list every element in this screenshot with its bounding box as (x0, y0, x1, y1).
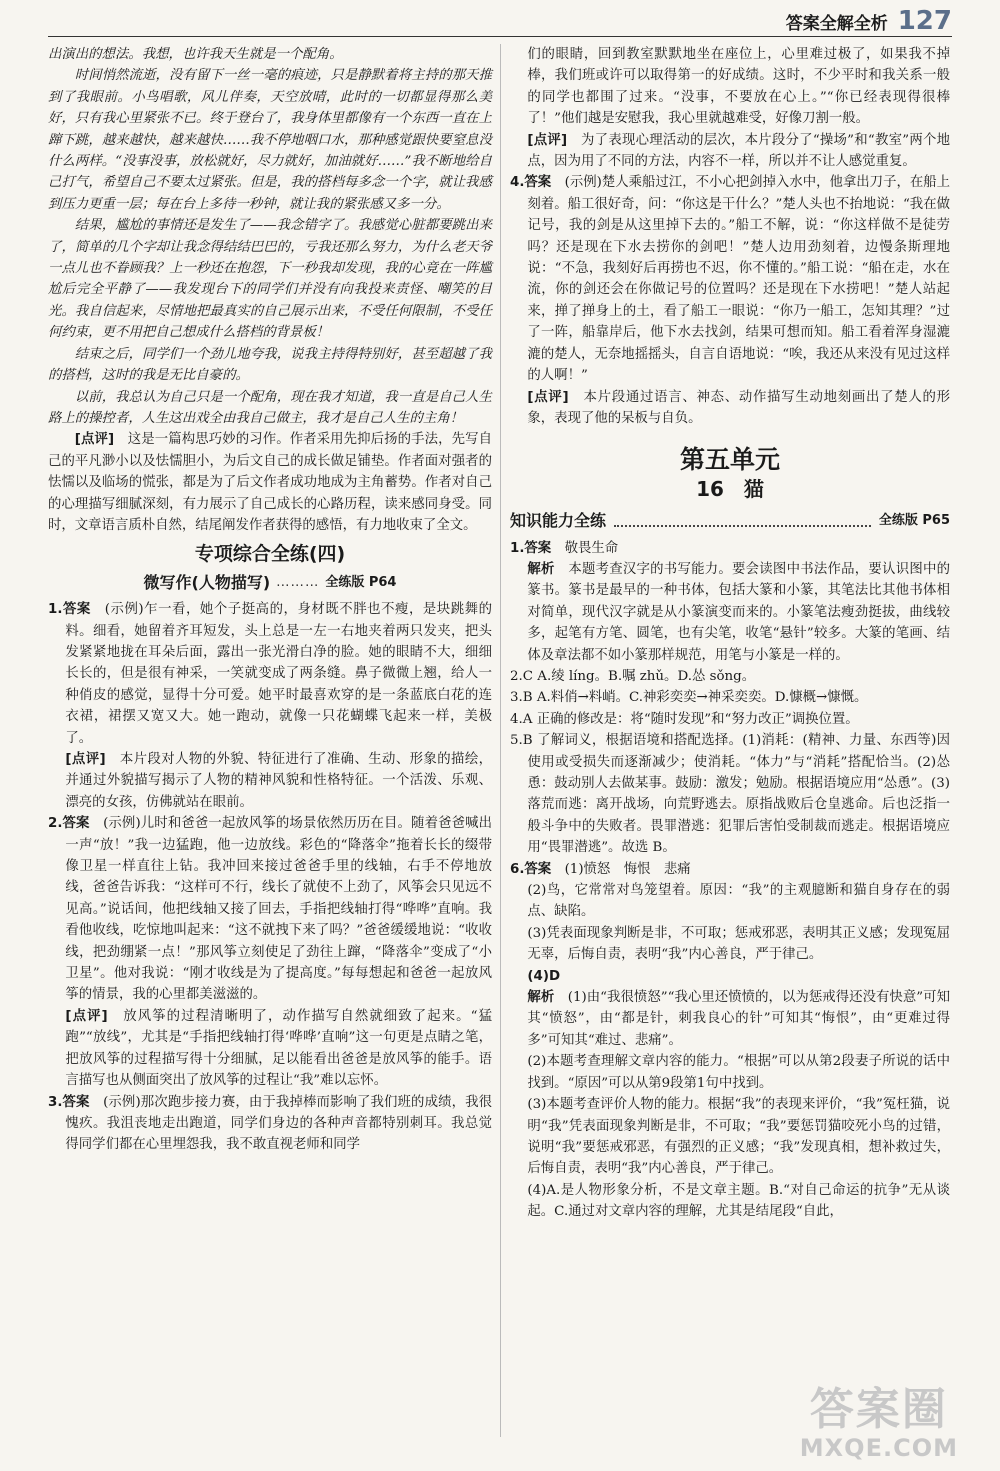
answer-text: 敬畏生命 (564, 540, 619, 556)
review-paragraph (48, 749, 492, 813)
review-label: [点评] (527, 389, 569, 405)
review-text: 为了表现心理活动的层次，本片段分了“操场”和“教室”两个地点，因为用了不同的方法，内容不一样，所以并不让人感觉重复。 (527, 132, 950, 170)
lesson-title (510, 476, 950, 501)
answer-item: 5.B 了解词义，根据语境和搭配选择。(1)消耗：(精神、力量、东西等)因使用或受损失而逐渐减少；使消耗。“体力”与“消耗”搭配恰当。(2)怂恿：鼓动别人去做某事。鼓励：激发；勉励。根据语境应用“怂恿”。(3)落荒而逃：离开战场，向荒野逃去。原指战败后仓皇逃命。后也泛指一般斗争中的失败者。畏罪潜逃：犯罪后害怕受制裁而逃走。根据语境应用“畏罪潜逃”。故选 B。 (510, 733, 950, 856)
section-title: 专项综合全练(四) (194, 543, 346, 566)
watermark-line: 答案圈 (809, 1384, 948, 1436)
answer-text: (1)愤怒 悔恨 悲痛 (564, 861, 691, 877)
answer-continuation: 们的眼睛，回到教室默默地坐在座位上，心里难过极了，如果我不掉棒，我们班或许可以取得第一的好成绩。这时，不少平时和我关系一般的同学也都围了过来。“没事，不要放在心上。”“你已经表现得很棒了！”他们越是安慰我，我心里就越难受，好像刀割一般。 (527, 47, 950, 127)
answer-label: 答案 (62, 602, 91, 618)
answer-text: (示例)楚人乘船过江，不小心把剑掉入水中，他拿出刀子，在船上刻着。船工很好奇，问：“你这是干什么？”楚人头也不抬地说：“我在做记号，我的剑是从这里掉下去的。”船工不解，说：“你这样做不是徒劳吗？还是现在下水去捞你的剑吧！”楚人边用劲刻着，边慢条斯理地说：“不急，我刻好后再捞也不迟，你不懂的。”船工说：“船在走，水在流，你的剑还会在你做记号的位置吗？还是现在下水捞吧！”楚人站起来，掸了掸身上的土，看了船工一眼说：“你乃一船工，怎知其理？”过了一阵，船靠岸后，他下水去找剑，结果可想而知。船工看着浑身湿漉漉的楚人，无奈地摇摇头，自言自语地说：“唉，我还从来没有见过这样的人啊！” (527, 175, 951, 384)
answer-item (48, 813, 492, 1006)
column-divider (500, 44, 501, 1437)
review-label: [点评] (65, 1008, 108, 1024)
header-rule (48, 36, 952, 37)
sub-dots: ……… (276, 574, 320, 590)
review-text: 这是一篇构思巧妙的习作。作者采用先抑后扬的手法，先写自己的平凡渺小以及怯懦胆小，为后文自己的成长做足铺垫。作者面对强者的怯懦以及临场的慌张，都是为了后文作者成功地成为主角蓄势。作者对自己的心理描写细腻深刻，有力展示了自己成长的心路历程，读来感同身受。同时，文章语言质朴自然，结尾阐发作者获得的感悟，有力地收束了全文。 (48, 432, 493, 533)
answer-item (510, 172, 950, 386)
analysis-text: (1)由“我很愤怒”“我心里还愤愤的，以为惩戒得还没有快意”可知其“愤怒”，由“都是针，刺我良心的针”可知其“悔恨”，由“更难过得多”可知其“难过、悲痛”。 (527, 990, 951, 1048)
unit-title: 第五单元 (679, 445, 780, 475)
answer-sub: (2)鸟，它常常对鸟笼望着。原因：“我”的主观臆断和猫自身存在的弱点、缺陷。 (527, 883, 950, 920)
analysis-paragraph: (4)A.是人物形象分析，不是文章主题。B.“对自己命运的抗争”无从谈起。C.通过对文章内容的理解，尤其是结尾段“自此， (527, 1182, 950, 1220)
answer-item (510, 859, 950, 880)
essay-paragraph: 结束之后，同学们一个劲儿地夸我，说我主持得特别好，甚至超越了我的搭档，这时的我是无比自豪的。 (48, 346, 492, 384)
essay-paragraph: 时间悄然流逝，没有留下一丝一毫的痕迹，只是静默着将主持的那天推到了我眼前。小鸟唱歌，风儿伴奏，天空放晴，此时的一切都显得那么美好，只有我心里紧张不已。终于登台了，我身体里都像有一个东西一直在上蹿下跳，越来越快，越来越快……我不停地咽口水，那种感觉跟快要窒息没什么两样。“没事没事，放松就好，尽力就好，加油就好……”我不断地给自己打气，希望自己不要太过紧张。但是，我的搭档每多念一个字，就让我感到压力更重一层；每在台上多待一秒钟，就让我的紧张感又多一分。 (48, 68, 492, 212)
section-band (510, 510, 950, 531)
answer-sub: (4)D (527, 968, 561, 984)
sub-title: 微写作(人物描写) (143, 572, 271, 592)
essay-paragraph: 出演出的想法。我想，也许我天生就是一个配角。 (48, 47, 343, 62)
review-paragraph (510, 130, 950, 173)
item-number: 3. (48, 1094, 63, 1110)
review-text: 放风筝的过程清晰明了，动作描写自然就细致了起来。“猛跑”“放线”，尤其是“手指把线轴打得‘哗哗’直响”这一句更是点睛之笔，把放风筝的过程描写得十分细腻，足以能看出爸爸是放风筝的能手。语言描写也从侧面突出了放风筝的过程让“我”难以忘怀。 (65, 1008, 492, 1089)
answer-item (48, 1092, 492, 1156)
essay-paragraph: 结果，尴尬的事情还是发生了——我念错字了。我感觉心脏都要跳出来了，简单的几个字却让我念得结结巴巴的，亏我还那么努力，为什么老天爷一点儿也不眷顾我？上一秒还在抱怨，下一秒我却发现，我的心竟在一阵尴尬后完全平静了——我发现台下的同学们并没有向我投来责怪、嘲笑的目光。我自信起来，尽情地把最真实的自己展示出来，不受任何限制，不受任何约束，更不用把自己想成什么搭档的背景板！ (48, 218, 492, 341)
review-label: [点评] (527, 132, 568, 148)
review-label: [点评] (74, 432, 115, 448)
sub-page-ref: 全练版 P64 (325, 574, 397, 590)
review-label: [点评] (65, 752, 106, 767)
watermark (800, 1386, 958, 1461)
right-column (510, 44, 950, 1223)
analysis-text: 本题考查汉字的书写能力。要会读图中书法作品，要认识图中的篆书。篆书是最早的一种书体，包括大篆和小篆，其笔法比其他书体相对简单，现代汉字就是从小篆演变而来的。小篆笔法瘦劲挺拔，曲线较多，起笔有方笔、圆笔，也有尖笔，收笔“悬针”较多。大篆的笔画、结体及章法都不如小篆那样规范，用笔与小篆是一样的。 (527, 561, 950, 663)
analysis-paragraph: (2)本题考查理解文章内容的能力。“根据”可以从第2段妻子所说的话中找到。“原因”可以从第9段第1句中找到。 (527, 1054, 950, 1091)
item-number: 4. (510, 175, 525, 191)
page-header (786, 6, 952, 36)
band-title: 知识能力全练 (510, 511, 607, 531)
analysis-paragraph (510, 987, 950, 1051)
answer-text: (示例)那次跑步接力赛，由于我掉棒而影响了我们班的成绩，我很愧疚。我沮丧地走出跑道，同学们身边的各种声音都特别刺耳。我总觉得同学们都在心里埋怨我，我不敢直视老师和同学 (65, 1094, 493, 1153)
answer-label: 答案 (62, 816, 90, 832)
band-page-ref: 全练版 P65 (878, 513, 950, 529)
answer-label: 答案 (524, 175, 552, 191)
analysis-label: 解析 (527, 561, 555, 577)
essay-paragraph: 以前，我总认为自己只是一个配角，现在我才知道，我一直是自己人生路上的操控者，人生这出戏全由我自己做主，我才是自己人生的主角！ (48, 389, 492, 426)
analysis-paragraph (510, 559, 950, 666)
answer-sub: (3)凭表面现象判断是非，不可取；惩戒邪恶，表明其正义感；发现冤屈无辜，后悔自责，表明“我”内心善良，严于律己。 (527, 925, 950, 963)
item-number: 1. (48, 602, 63, 618)
answer-item: 4.A 正确的修改是：将“随时发现”和“努力改正”调换位置。 (510, 711, 859, 727)
sub-section-heading (48, 572, 492, 593)
lesson-number: 16 (696, 476, 724, 501)
review-paragraph (510, 387, 950, 430)
answer-item (510, 538, 950, 559)
review-paragraph (48, 1006, 492, 1092)
review-text: 本片段通过语言、神态、动作描写生动地刻画出了楚人的形象，表现了他的呆板与自负。 (527, 389, 951, 426)
answer-label: 答案 (62, 1094, 90, 1110)
band-dots (614, 515, 871, 527)
answer-item: 2.C A.绫 líng。B.嘱 zhǔ。D.怂 sǒng。 (510, 668, 756, 684)
analysis-label: 解析 (527, 990, 555, 1006)
item-number: 1. (510, 540, 525, 556)
item-number: 2. (48, 816, 63, 832)
answer-text: (示例)儿时和爸爸一起放风筝的场景依然历历在目。随着爸爸喊出一声“放！”我一边猛跑，他一边放线。彩色的“降落伞”拖着长长的缀带像卫星一样直往上钻。我冲回来接过爸爸手里的线轴，右手不停地放线，爸爸告诉我：“这样可不行，线长了就使不上劲了，风筝会只见远不见高。”说话间，他把线轴又接了回去，手指把线轴打得“哗哗”直响。我看他收线，吃惊地叫起来：“这不就拽下来了吗？”爸爸缓缓地说：“收收线，把劲绷紧一点！”那风筝立刻使足了劲往上蹿，“降落伞”变成了“小卫星”。他对我说：“刚才收线是为了提高度。”每每想起和爸爸一起放风筝的情景，我的心里都美滋滋的。 (65, 816, 493, 1003)
left-column (48, 44, 492, 1156)
review-text: 本片段对人物的外貌、特征进行了准确、生动、形象的描绘，并通过外貌描写揭示了人物的精神风貌和性格特征。一个活泼、乐观、漂亮的女孩，仿佛就站在眼前。 (65, 752, 493, 810)
watermark-line: MXQE.COM (799, 1433, 958, 1462)
answer-item (48, 599, 492, 749)
answer-item: 3.B A.料俏→料峭。C.神彩奕奕→神采奕奕。D.慷概→慷慨。 (510, 690, 868, 706)
page-number: 127 (897, 6, 952, 36)
analysis-paragraph: (3)本题考查评价人物的能力。根据“我”的表现来评价，“我”冤枉猫，说明“我”凭表面现象判断是非，不可取；“我”要惩罚猫咬死小鸟的过错，说明“我”要惩戒邪恶，有强烈的正义感；“我”发现真相，想补救过失，后悔自责，表明“我”内心善良，严于律己。 (527, 1097, 950, 1177)
lesson-name: 猫 (743, 476, 764, 501)
header-title: 答案全解全析 (785, 13, 888, 34)
answer-label: 答案 (524, 861, 552, 877)
answer-label: 答案 (524, 540, 552, 556)
answer-text: (示例)乍一看，她个子挺高的，身材既不胖也不瘦，是块跳舞的料。细看，她留着齐耳短发，头上总是一左一右地夹着两只发夹，把头发紧紧地拢在耳朵后面，露出一张光滑白净的脸。她的眼睛不大，细细长长的，但是很有神采，一笑就变成了两条缝。鼻子微微上翘，给人一种俏皮的感觉，显得十分可爱。她平时最喜欢穿的是一条蓝底白花的连衣裙，裙摆又宽又大。她一跑动，就像一只花蝴蝶飞起来一样，美极了。 (65, 602, 493, 746)
item-number: 6. (510, 861, 525, 877)
review-paragraph (48, 429, 492, 536)
